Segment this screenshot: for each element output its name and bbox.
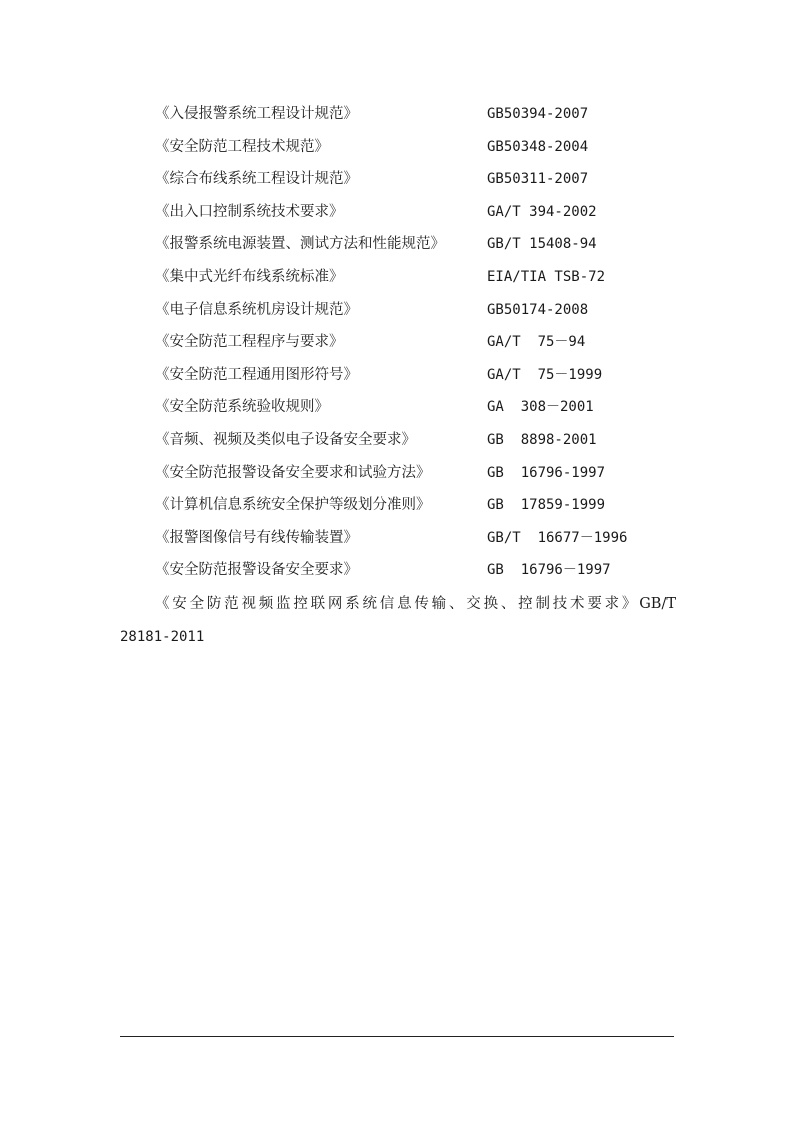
standard-code: GA/T 394-2002 [487, 203, 597, 220]
standard-title: 《报警系统电源装置、测试方法和性能规范》 [155, 236, 445, 253]
standard-title: 《计算机信息系统安全保护等级划分准则》 [155, 497, 431, 514]
standard-title: 《报警图像信号有线传输装置》 [155, 529, 358, 546]
standard-code: GA/T 75－94 [487, 334, 586, 351]
standard-row [0, 294, 793, 327]
standard-code: GB 17859-1999 [487, 497, 606, 514]
standard-code: EIA/TIA TSB-72 [487, 268, 606, 285]
standard-code: GB 16796-1997 [487, 464, 606, 481]
standard-code: GB/T 16677－1996 [487, 529, 628, 546]
standard-row [0, 522, 793, 555]
standard-title: 《电子信息系统机房设计规范》 [155, 301, 358, 318]
standard-code: GB50174-2008 [487, 301, 589, 318]
standard-title: 《安全防范工程技术规范》 [155, 138, 329, 155]
standard-row [0, 326, 793, 359]
standard-row [0, 489, 793, 522]
standard-code: GA 308－2001 [487, 399, 594, 416]
standard-title: 《音频、视频及类似电子设备安全要求》 [155, 431, 416, 448]
standard-title: 《安全防范系统验收规则》 [155, 399, 329, 416]
standard-title: 《安全防范报警设备安全要求》 [155, 562, 358, 579]
footer-divider [120, 1036, 674, 1037]
standard-row [0, 457, 793, 490]
standard-row [0, 359, 793, 392]
standard-row [0, 261, 793, 294]
standard-title: 《出入口控制系统技术要求》 [155, 203, 344, 220]
standard-title: 《入侵报警系统工程设计规范》 [155, 106, 358, 122]
standard-title: 《安全防范报警设备安全要求和试验方法》 [155, 464, 431, 481]
standard-title: 《集中式光纤布线系统标准》 [155, 268, 344, 285]
standard-title: 《安全防范工程程序与要求》 [155, 334, 344, 351]
standard-row [0, 391, 793, 424]
standard-row [0, 424, 793, 457]
standards-list [0, 98, 793, 587]
long-standard-title: 《安全防范视频监控联网系统信息传输、交换、控制技术要求》GB/T [155, 596, 676, 612]
standard-row [0, 163, 793, 196]
standard-title: 《综合布线系统工程设计规范》 [155, 171, 358, 188]
standard-row [0, 196, 793, 229]
standard-row [0, 228, 793, 261]
standard-row [0, 554, 793, 587]
standard-code: GB50348-2004 [487, 138, 589, 155]
standard-code: GA/T 75－1999 [487, 366, 603, 383]
standard-code: GB 16796－1997 [487, 562, 611, 579]
standard-title: 《安全防范工程通用图形符号》 [155, 366, 358, 383]
standard-code: GB50394-2007 [487, 106, 589, 122]
standard-code: GB/T 15408-94 [487, 236, 597, 253]
long-standard-code: 28181-2011 [120, 628, 205, 645]
long-standard-entry [120, 588, 676, 653]
standard-row [0, 98, 793, 131]
standard-code: GB 8898-2001 [487, 431, 597, 448]
standard-code: GB50311-2007 [487, 171, 589, 188]
standard-row [0, 131, 793, 164]
